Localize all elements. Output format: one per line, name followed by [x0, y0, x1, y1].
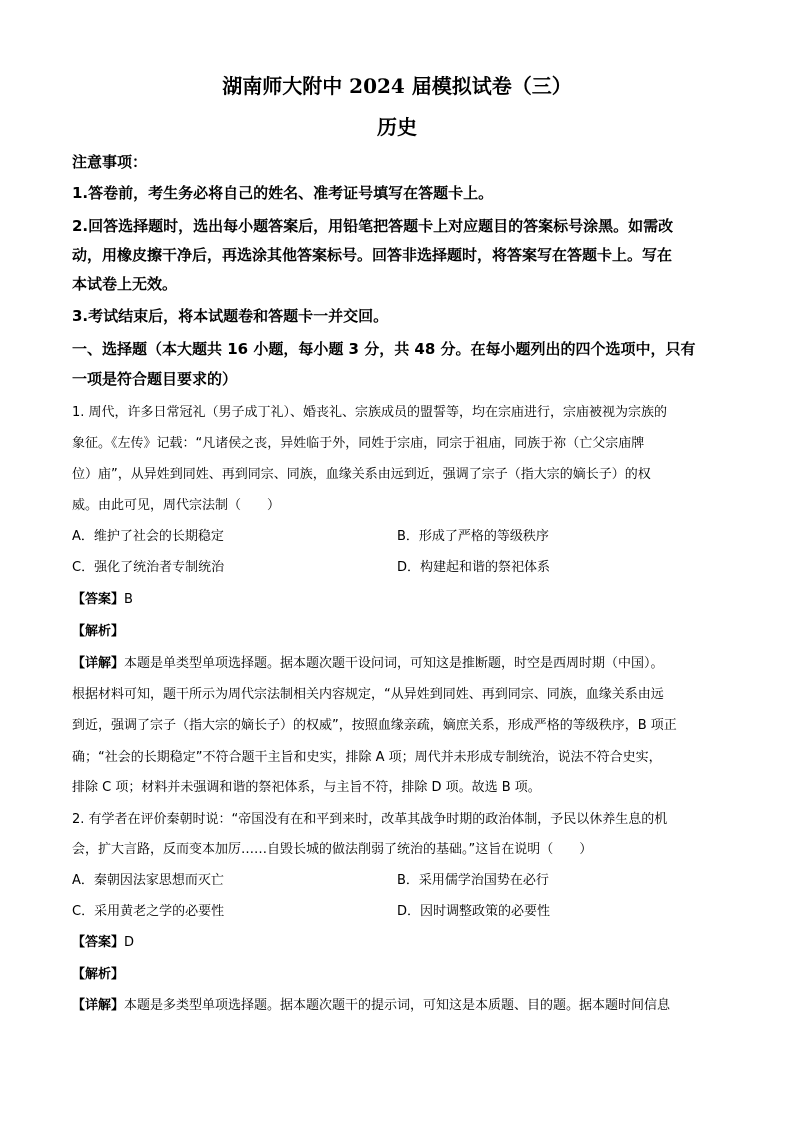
- detail-tag: 【详解】: [72, 656, 125, 671]
- subject-title: 历史: [377, 115, 417, 139]
- answer-tag: 【答案】: [72, 592, 125, 607]
- question-1-stem: 威。由此可见，周代宗法制（ ）: [72, 498, 281, 513]
- question-1-stem: 象征。《左传》记载：“凡诸侯之丧，异姓临于外，同姓于宗庙，同宗于祖庙，同族于祢（亡父宗庙牌: [72, 436, 645, 451]
- question-1-detail: 排除 C 项；材料并未强调和谐的祭祀体系，与主旨不符，排除 D 项。故选 B 项。: [72, 780, 541, 795]
- detail-text: 本题是多类型单项选择题。据本题次题干的提示词，可知这是本质题、目的题。据本题时间信息: [124, 998, 671, 1013]
- notice-line: 动，用橡皮擦干净后，再选涂其他答案标号。回答非选择题时，将答案写在答题卡上。写在: [72, 246, 673, 264]
- analysis-tag: 【解析】: [72, 967, 125, 982]
- question-2-option-c: C．采用黄老之学的必要性: [72, 904, 225, 919]
- notice-line: 本试卷上无效。: [72, 275, 178, 293]
- exam-title: 湖南师大附中 2024 届模拟试卷（三）: [222, 74, 572, 98]
- question-2-answer: [72, 931, 134, 950]
- detail-tag: 【详解】: [72, 998, 125, 1013]
- question-1-detail: 根据材料可知，题干所示为周代宗法制相关内容规定，“从异姓到同姓、再到同宗、同族，血缘关系由远: [72, 687, 664, 702]
- question-1-detail: [72, 652, 732, 671]
- question-1-option-c: C．强化了统治者专制统治: [72, 560, 225, 575]
- question-2-option-b: B．采用儒学治国势在必行: [397, 873, 549, 888]
- question-2-detail: [72, 994, 732, 1013]
- question-1-option-a: A．维护了社会的长期稳定: [72, 529, 224, 544]
- question-1-detail: 到近，强调了宗子（指大宗的嫡长子）的权威”，按照血缘亲疏，嫡庶关系，形成严格的等级秩序，B 项正: [72, 718, 677, 733]
- question-2-option-a: A．秦朝因法家思想而灭亡: [72, 873, 224, 888]
- question-2-stem: 会，扩大言路，反而变本加厉……自毁长城的做法削弱了统治的基础。”这旨在说明（ ）: [72, 842, 593, 857]
- answer-tag: 【答案】: [72, 935, 125, 950]
- notice-line: 2.回答选择题时，选出每小题答案后，用铅笔把答题卡上对应题目的答案标号涂黑。如需改: [72, 217, 674, 235]
- question-1-stem: 1. 周代，许多日常冠礼（男子成丁礼）、婚丧礼、宗族成员的盟誓等，均在宗庙进行，宗庙被视为宗族的: [72, 405, 668, 420]
- question-1-answer: [72, 588, 133, 607]
- notice-line: 3.考试结束后，将本试题卷和答题卡一并交回。: [72, 307, 389, 325]
- notice-line: 1.答卷前，考生务必将自己的姓名、准考证号填写在答题卡上。: [72, 184, 494, 202]
- question-1-stem: 位）庙”，从异姓到同姓、再到同宗、同族，血缘关系由远到近，强调了宗子（指大宗的嫡长子）的权: [72, 467, 651, 482]
- question-2-analysis: [72, 963, 124, 982]
- section-heading: 一项是符合题目要求的）: [72, 370, 238, 388]
- question-1-option-b: B．形成了严格的等级秩序: [397, 529, 549, 544]
- answer-value: B: [124, 592, 133, 607]
- section-heading: 一、选择题（本大题共 16 小题，每小题 3 分，共 48 分。在每小题列出的四个选项中，只有: [72, 340, 696, 358]
- question-2-option-d: D．因时调整政策的必要性: [397, 904, 551, 919]
- question-2-stem: 2. 有学者在评价秦朝时说：“帝国没有在和平到来时，改革其战争时期的政治体制，予民以休养生息的机: [72, 812, 668, 827]
- question-1-detail: 确；“社会的长期稳定”不符合题干主旨和史实，排除 A 项；周代并未形成专制统治，说法不符合史实，: [72, 750, 662, 765]
- question-1-option-d: D．构建起和谐的祭祀体系: [397, 560, 551, 575]
- notice-heading: 注意事项：: [72, 153, 148, 171]
- analysis-tag: 【解析】: [72, 624, 125, 639]
- detail-text: 本题是单类型单项选择题。据本题次题干设问词，可知这是推断题，时空是西周时期（中国）。: [124, 656, 664, 671]
- question-1-analysis: [72, 620, 124, 639]
- answer-value: D: [124, 935, 135, 950]
